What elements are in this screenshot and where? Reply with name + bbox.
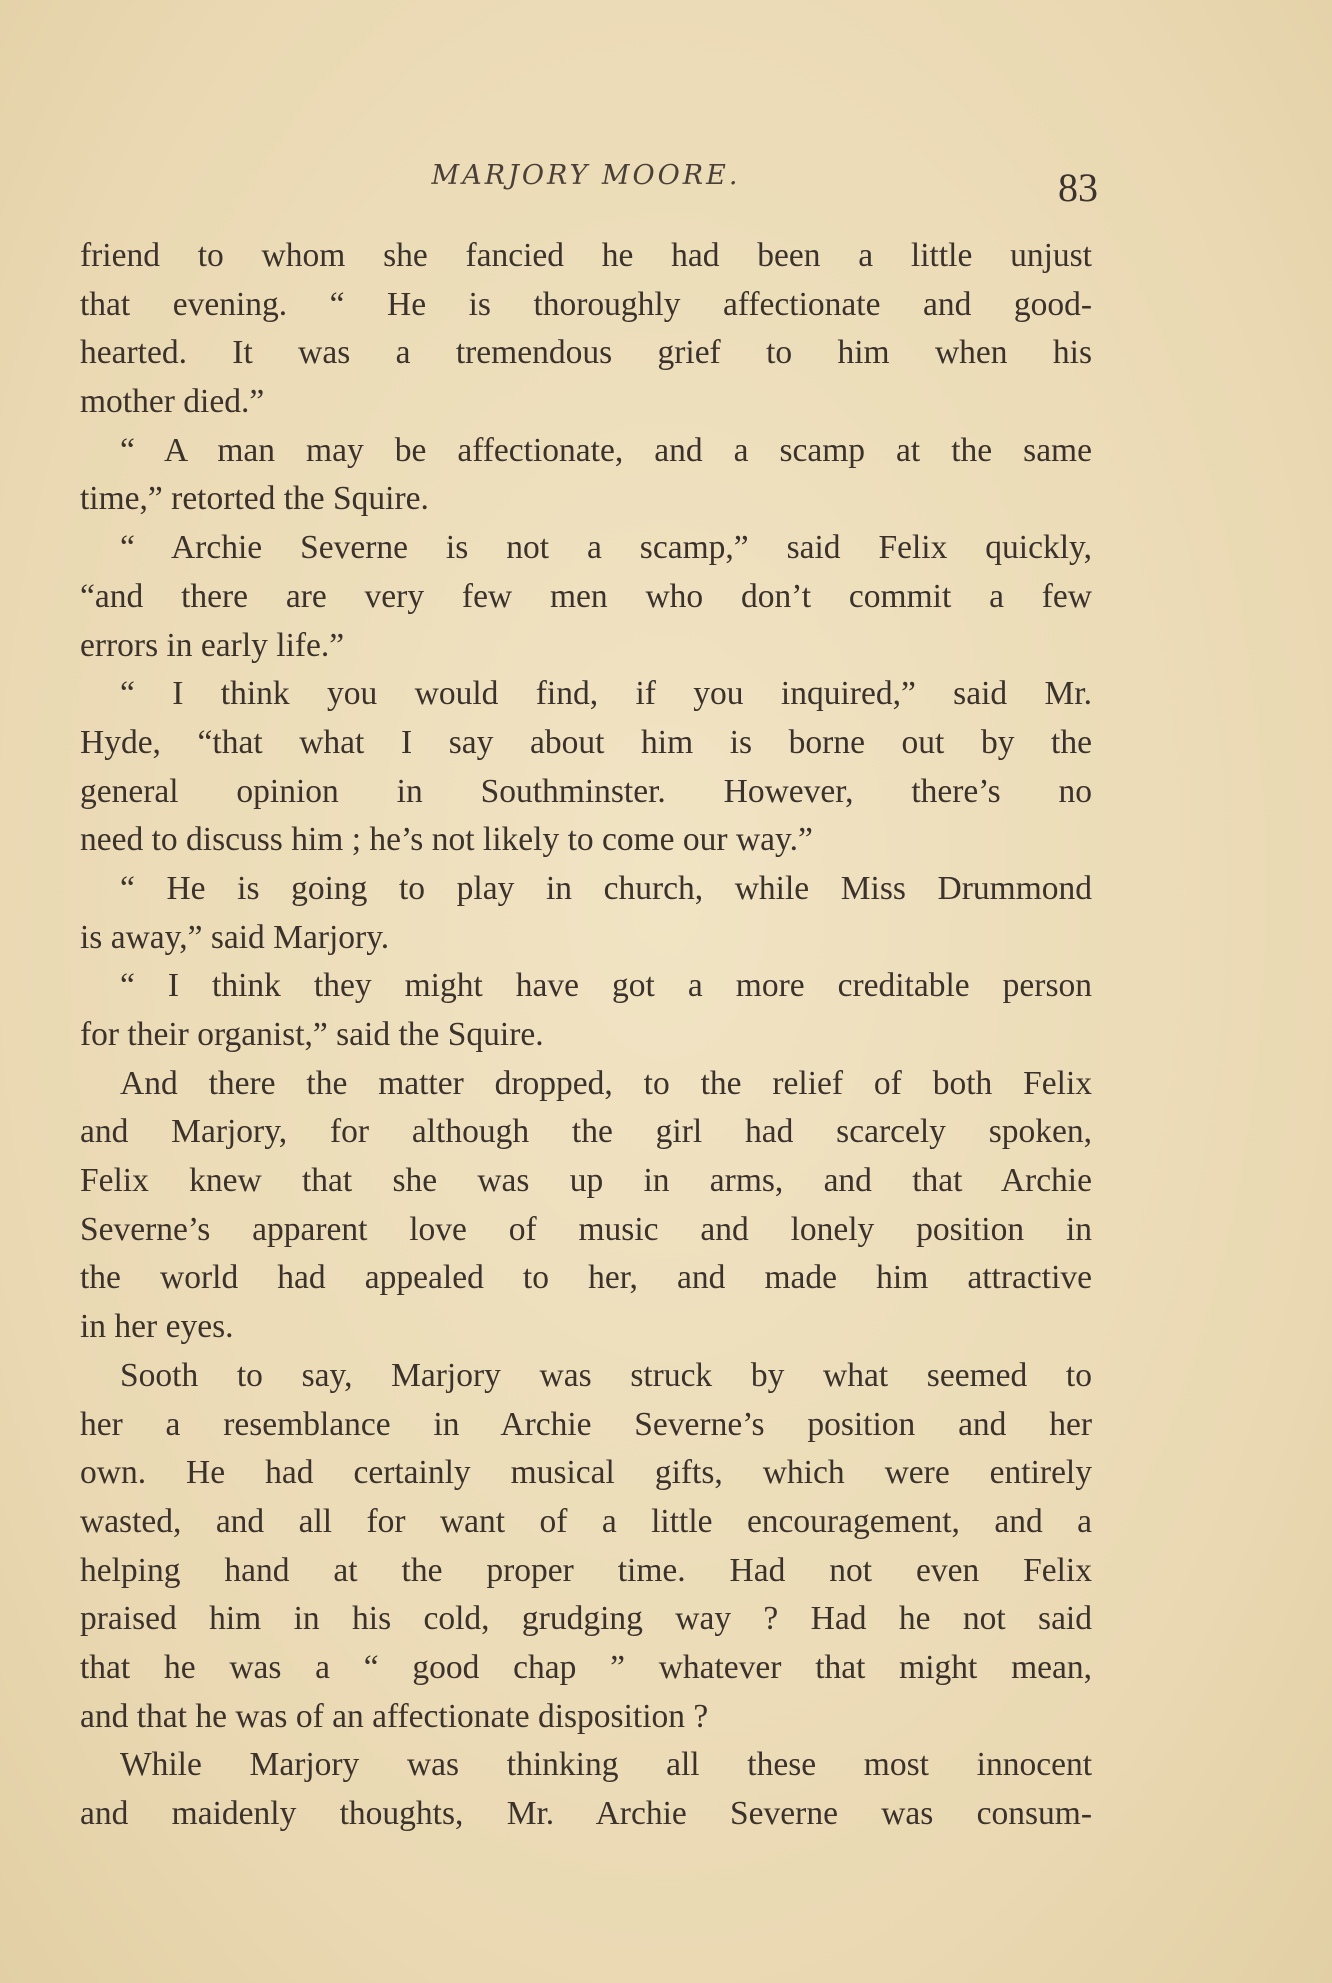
text-line: “ He is going to play in church, while Miss Drummond	[120, 869, 1092, 907]
text-line: hearted. It was a tremendous grief to him when his	[80, 334, 1092, 372]
text-line: “ I think you would find, if you inquired,” said Mr.	[120, 675, 1092, 713]
text-line: While Marjory was thinking all these most innocent	[120, 1746, 1092, 1784]
body-text	[80, 232, 1092, 1839]
text-line: that evening. “ He is thoroughly affectionate and good-	[80, 285, 1092, 323]
text-line: And there the matter dropped, to the relief of both Felix	[120, 1064, 1092, 1102]
text-line: that he was a “ good chap ” whatever that might mean,	[80, 1648, 1092, 1686]
text-line: and Marjory, for although the girl had scarcely spoken,	[80, 1113, 1092, 1151]
text-line: friend to whom she fancied he had been a little unjust	[80, 237, 1092, 274]
text-line: general opinion in Southminster. However, there’s no	[80, 772, 1092, 810]
text-line: mother died.”	[80, 383, 265, 421]
text-line: “and there are very few men who don’t commit a few	[80, 577, 1092, 615]
text-line: need to discuss him ; he’s not likely to come our way.”	[80, 821, 813, 859]
text-line: helping hand at the proper time. Had not even Felix	[80, 1551, 1092, 1589]
text-line: is away,” said Marjory.	[80, 918, 390, 956]
page-header	[80, 160, 1098, 220]
text-line: wasted, and all for want of a little encouragement, and a	[80, 1502, 1092, 1540]
text-line: the world had appealed to her, and made him attractive	[80, 1259, 1092, 1297]
running-head: MARJORY MOORE.	[431, 160, 741, 191]
text-line: for their organist,” said the Squire.	[80, 1016, 544, 1053]
text-line: praised him in his cold, grudging way ? Had he not said	[80, 1600, 1092, 1638]
text-line: time,” retorted the Squire.	[80, 480, 429, 518]
text-line: “ Archie Severne is not a scamp,” said Felix quickly,	[120, 529, 1092, 567]
text-line: errors in early life.”	[80, 626, 345, 664]
text-line: and that he was of an affectionate disposition ?	[80, 1697, 709, 1735]
text-line: “ A man may be affectionate, and a scamp at the same	[120, 431, 1092, 469]
text-line: “ I think they might have got a more creditable person	[120, 967, 1092, 1005]
text-line: Severne’s apparent love of music and lonely position in	[80, 1210, 1092, 1248]
text-line: in her eyes.	[80, 1308, 234, 1346]
text-line: Hyde, “that what I say about him is borne out by the	[80, 723, 1092, 761]
text-line: Felix knew that she was up in arms, and that Archie	[80, 1162, 1092, 1200]
text-line: her a resemblance in Archie Severne’s position and her	[80, 1405, 1092, 1443]
text-line: own. He had certainly musical gifts, which were entirely	[80, 1454, 1092, 1492]
text-line: and maidenly thoughts, Mr. Archie Severne was consum-	[80, 1795, 1092, 1832]
text-line: Sooth to say, Marjory was struck by what seemed to	[120, 1356, 1092, 1394]
page-number: 83	[1058, 165, 1098, 210]
